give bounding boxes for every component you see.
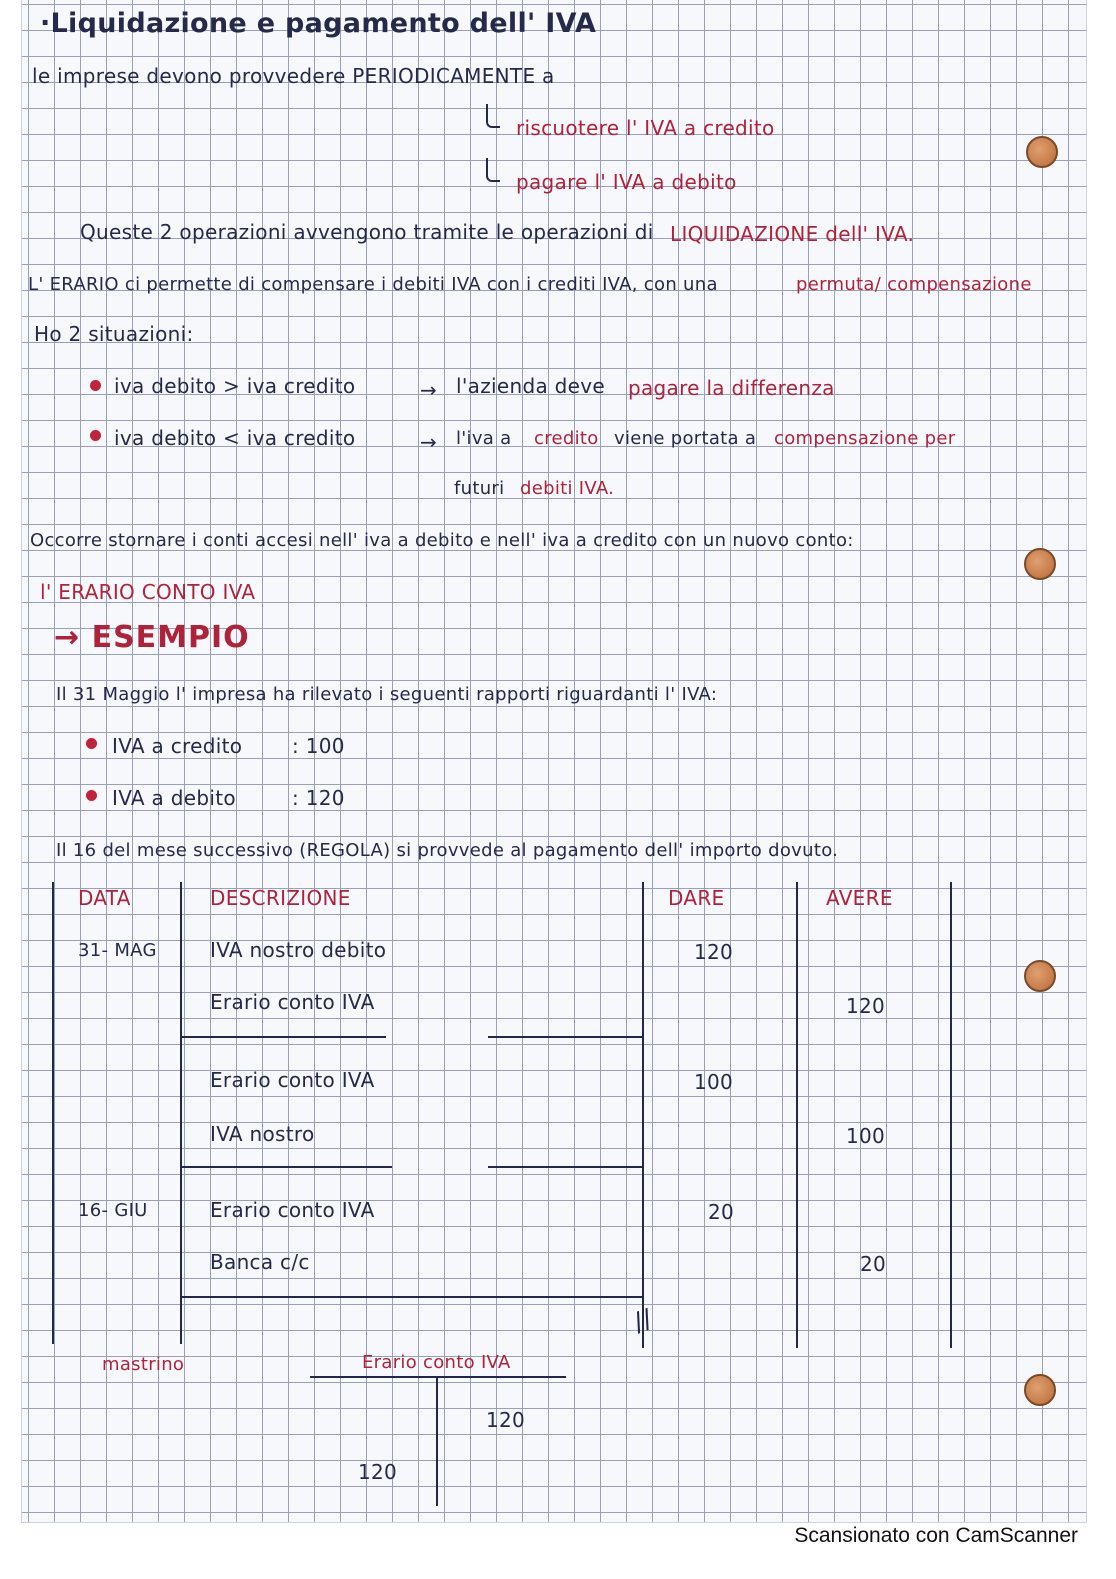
intro-line-3a: L' ERARIO ci permette di compensare i debiti IVA con i crediti IVA, con una bbox=[28, 274, 718, 295]
row-5-description: Erario conto IVA bbox=[210, 1198, 375, 1222]
example-item-2-label: IVA a debito bbox=[112, 786, 236, 810]
payment-note: Il 16 del mese successivo (REGOLA) si provvede al pagamento dell' importo dovuto. bbox=[56, 840, 839, 861]
example-item-1-label: IVA a credito bbox=[112, 734, 243, 758]
situation-2-result-b: credito bbox=[534, 428, 599, 449]
binder-hole bbox=[1024, 960, 1056, 992]
bullet-icon bbox=[86, 790, 97, 801]
bullet-icon bbox=[90, 380, 101, 391]
row-1-date: 31- MAG bbox=[78, 940, 157, 961]
storno-line: Occorre stornare i conti accesi nell' iva a debito e nell' iva a credito con un nuovo conto: bbox=[30, 530, 854, 551]
row-2-avere: 120 bbox=[846, 994, 886, 1018]
intro-line-4: Ho 2 situazioni: bbox=[34, 322, 194, 346]
header-date: DATA bbox=[78, 886, 131, 910]
row-2-description: Erario conto IVA bbox=[210, 990, 375, 1014]
option-debit: pagare l' IVA a debito bbox=[516, 170, 737, 194]
arrow-hook-icon bbox=[486, 104, 500, 128]
notebook-page bbox=[22, 0, 1086, 1522]
header-description: DESCRIZIONE bbox=[210, 886, 351, 910]
header-dare: DARE bbox=[668, 886, 725, 910]
row-5-dare: 20 bbox=[708, 1200, 735, 1224]
row-3-description: Erario conto IVA bbox=[210, 1068, 375, 1092]
situation-1-arrow-icon: → bbox=[420, 378, 438, 402]
bullet-icon bbox=[90, 430, 101, 441]
arrow-hook-icon bbox=[486, 158, 500, 182]
end-mark-icon: // bbox=[629, 1303, 657, 1339]
row-3-dare: 100 bbox=[694, 1070, 734, 1094]
storno-account: l' ERARIO CONTO IVA bbox=[40, 580, 256, 604]
situation-1-condition: iva debito > iva credito bbox=[114, 374, 356, 398]
situation-2-condition: iva debito < iva credito bbox=[114, 426, 356, 450]
situation-2-result-c: viene portata a bbox=[614, 428, 757, 449]
row-1-dare: 120 bbox=[694, 940, 734, 964]
situation-2-result-f: debiti IVA. bbox=[520, 478, 615, 499]
situation-2-result-d: compensazione per bbox=[774, 428, 956, 449]
mastrino-right-value: 120 bbox=[486, 1408, 526, 1432]
intro-line-3b: permuta/ compensazione bbox=[796, 274, 1032, 295]
intro-line-1: le imprese devono provvedere PERIODICAMENTE a bbox=[32, 64, 555, 88]
page-title: ·Liquidazione e pagamento dell' IVA bbox=[40, 8, 597, 39]
option-credit: riscuotere l' IVA a credito bbox=[516, 116, 775, 140]
binder-hole bbox=[1024, 1374, 1056, 1406]
row-6-description: Banca c/c bbox=[210, 1250, 310, 1274]
example-heading: → ESEMPIO bbox=[54, 620, 250, 655]
intro-line-2a: Queste 2 operazioni avvengono tramite le operazioni di bbox=[80, 220, 654, 244]
situation-1-result-a: l'azienda deve bbox=[456, 374, 605, 398]
header-avere: AVERE bbox=[826, 886, 893, 910]
row-4-avere: 100 bbox=[846, 1124, 886, 1148]
row-1-description: IVA nostro debito bbox=[210, 938, 387, 962]
bullet-icon bbox=[86, 738, 97, 749]
example-item-1-value: : 100 bbox=[292, 734, 345, 758]
binder-hole bbox=[1026, 136, 1058, 168]
example-intro: Il 31 Maggio l' impresa ha rilevato i seguenti rapporti riguardanti l' IVA: bbox=[56, 684, 718, 705]
mastrino-label: mastrino bbox=[102, 1354, 185, 1375]
situation-2-arrow-icon: → bbox=[420, 430, 438, 454]
situation-2-result-e: futuri bbox=[454, 478, 505, 499]
mastrino-left-value: 120 bbox=[358, 1460, 398, 1484]
situation-2-result-a: l'iva a bbox=[456, 428, 512, 449]
mastrino-account: Erario conto IVA bbox=[362, 1352, 511, 1373]
intro-line-2b: LIQUIDAZIONE dell' IVA. bbox=[670, 222, 915, 246]
example-item-2-value: : 120 bbox=[292, 786, 345, 810]
row-4-description: IVA nostro bbox=[210, 1122, 315, 1146]
situation-1-result-b: pagare la differenza bbox=[628, 376, 835, 400]
row-5-date: 16- GIU bbox=[78, 1200, 148, 1221]
row-6-avere: 20 bbox=[860, 1252, 887, 1276]
binder-hole bbox=[1024, 548, 1056, 580]
scanner-footer: Scansionato con CamScanner bbox=[794, 1524, 1078, 1547]
